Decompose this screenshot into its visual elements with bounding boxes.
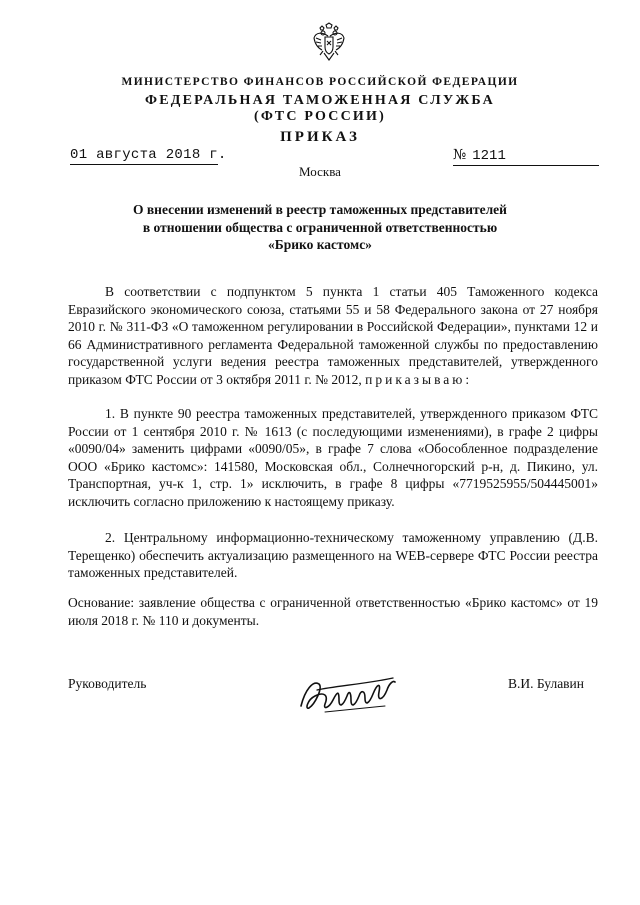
signer-role: Руководитель <box>68 676 147 691</box>
title-line-2: в отношении общества с ограниченной ответственностью <box>142 219 498 235</box>
intro-paragraph <box>68 283 598 389</box>
intro-text: В соответствии с подпунктом 5 пункта 1 статьи 405 Таможенного кодекса Евразийского экономического союза, статьями 55 и 58 Федерального закона от 27 ноября 2010 г. № 311-ФЗ «О таможенном регулировании в Российской Федерации», пунктами 12 и 66 Административного регламента Федеральной таможенной службы по предоставлению государственной услуги ведения реестра таможенных представителей, утвержденного приказом ФТС России от 3 октября 2011 г. № 2012, <box>68 284 598 387</box>
service-abbreviation: (ФТС РОССИИ) <box>254 109 386 124</box>
order-number: 1211 <box>472 148 506 164</box>
signer-name: В.И. Булавин <box>508 676 585 691</box>
basis-paragraph: Основание: заявление общества с ограниченной ответственностью «Брико кастомс» от 19 июля 2018 г. № 110 и документы. <box>68 595 598 628</box>
ministry-name: МИНИСТЕРСТВО ФИНАНСОВ РОССИЙСКОЙ ФЕДЕРАЦИИ <box>121 76 519 88</box>
document-type: ПРИКАЗ <box>280 129 360 145</box>
title-line-1: О внесении изменений в реестр таможенных представителей <box>133 202 507 217</box>
coat-of-arms-icon <box>312 22 346 64</box>
number-symbol: № <box>453 147 467 163</box>
city: Москва <box>299 164 341 179</box>
title-line-3: «Брико кастомс» <box>268 237 372 252</box>
document-title <box>60 201 580 254</box>
service-name: ФЕДЕРАЛЬНАЯ ТАМОЖЕННАЯ СЛУЖБА <box>145 93 495 108</box>
item-1-paragraph: 1. В пункте 90 реестра таможенных представителей, утвержденного приказом ФТС России от 1 сентября 2010 г. № 1613 (с последующими изменениями), в графе 2 цифры «0090/04» заменить цифрами «0090/05», в графе 7 слова «Обособленное подразделение ООО «Брико кастомс»: 141580, Московская обл., Солнечногорский р-н, д. Пикино, ул. Транспортная, уч-к 1, стр. 1» исключить, в графе 8 цифры «7719525955/504445001» исключить согласно приложению к настоящему приказу. <box>68 406 598 509</box>
item-2-paragraph: 2. Центральному информационно-техническому таможенному управлению (Д.В. Терещенко) обеспечить актуализацию размещенного на WEB-сервере ФТС России реестра таможенных представителей. <box>68 530 598 581</box>
handwritten-signature <box>295 660 405 720</box>
order-word: приказываю: <box>365 371 473 387</box>
order-date: 01 августа 2018 г. <box>70 147 227 163</box>
